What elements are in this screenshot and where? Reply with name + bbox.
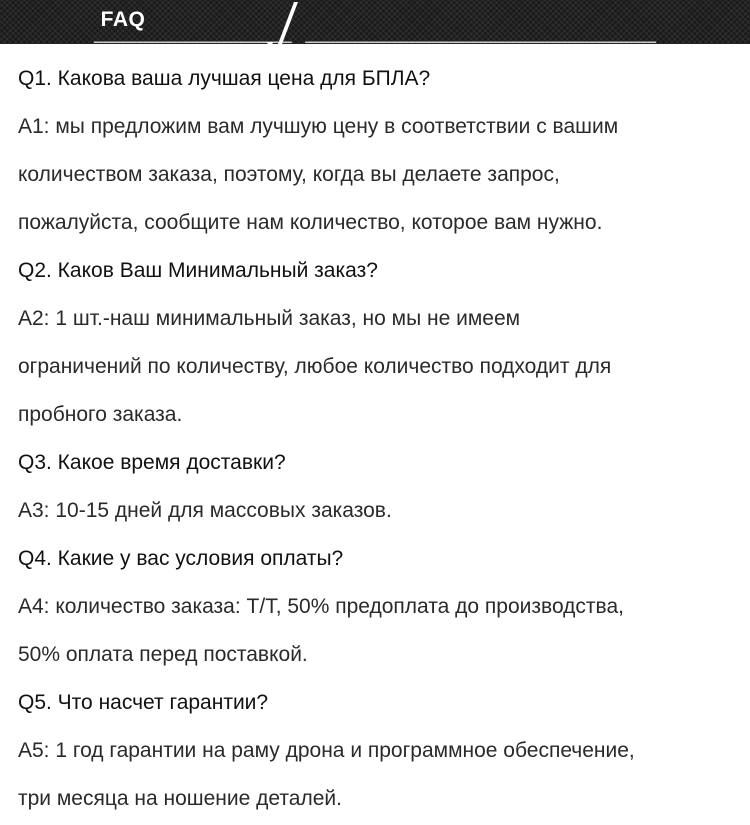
faq-answer-1-line-3: пожалуйста, сообщите нам количество, которое вам нужно. [18, 211, 603, 234]
faq-answer-4-line-1: A4: количество заказа: T/T, 50% предоплата до производства, [18, 595, 624, 618]
faq-question-2: Q2. Каков Ваш Минимальный заказ? [18, 259, 378, 282]
faq-answer-2-line-1: A2: 1 шт.-наш минимальный заказ, но мы не имеем [18, 307, 521, 330]
faq-answer-5-line-1: A5: 1 год гарантии на раму дрона и программное обеспечение, [18, 739, 635, 762]
faq-answer-2-line-3: пробного заказа. [18, 403, 183, 426]
faq-question-4: Q4. Какие у вас условия оплаты? [18, 547, 344, 570]
faq-answer-1-line-2: количеством заказа, поэтому, когда вы делаете запрос, [18, 163, 560, 186]
faq-answer-5-line-2: три месяца на ношение деталей. [18, 787, 342, 810]
faq-item-5 [18, 679, 742, 823]
faq-item-3 [18, 439, 742, 535]
faq-item-4 [18, 535, 742, 679]
faq-question-5: Q5. Что насчет гарантии? [18, 691, 269, 714]
faq-header-bar [0, 0, 750, 44]
faq-answer-3-line-1: A3: 10-15 дней для массовых заказов. [18, 499, 392, 522]
faq-question-1: Q1. Какова ваша лучшая цена для БПЛА? [18, 67, 431, 90]
faq-title: FAQ [100, 8, 146, 31]
faq-list [18, 55, 742, 823]
faq-answer-1-line-1: A1: мы предложим вам лучшую цену в соответствии с вашим [18, 115, 619, 138]
faq-answer-2-line-2: ограничений по количеству, любое количество подходит для [18, 355, 612, 378]
faq-question-3: Q3. Какое время доставки? [18, 451, 286, 474]
faq-answer-4-line-2: 50% оплата перед поставкой. [18, 643, 308, 666]
faq-item-2 [18, 247, 742, 439]
faq-item-1 [18, 55, 742, 247]
